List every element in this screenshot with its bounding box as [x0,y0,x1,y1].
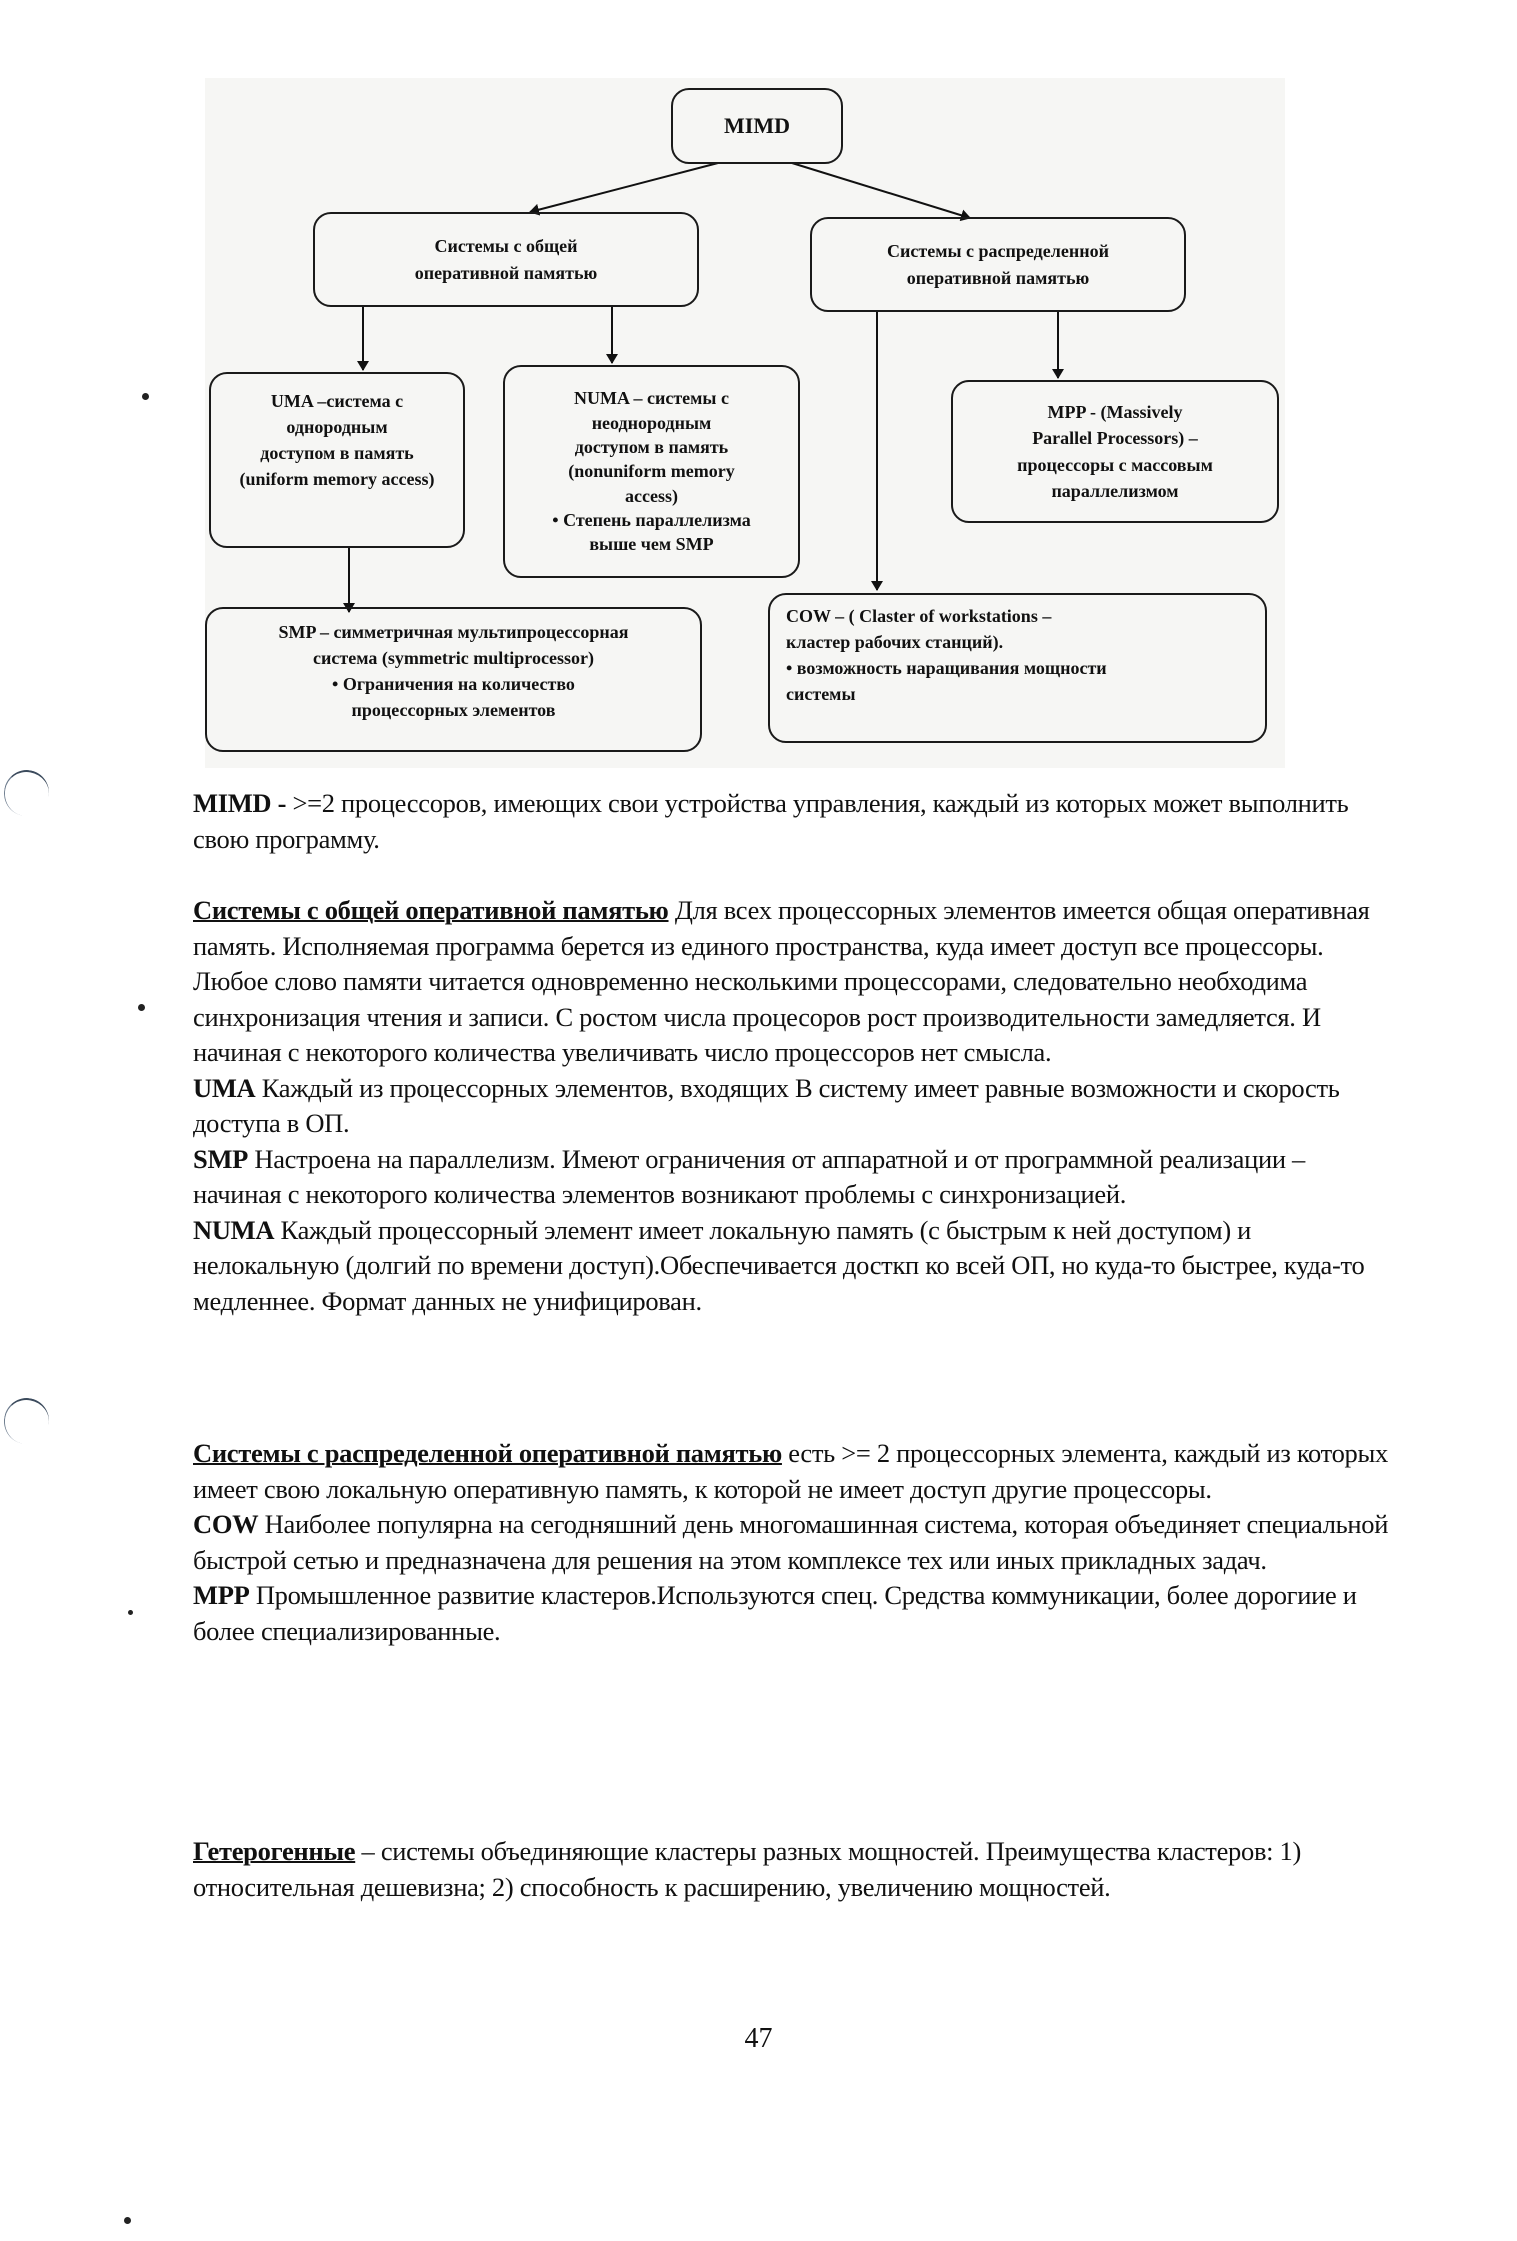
cow-box: COW – ( Claster of workstations – кластер рабочих станций). • возможность наращивания мощности системы [768,593,1267,743]
shared-memory-section: Системы с общей оперативной памятью Для всех процессорных элементов имеется общая оперативная память. Исполняемая программа берется из единого пространства, куда имеет доступ все процессоры. Любое слово памяти читается одновременно несколькими процессорами, следовательно необходима синхронизация чтения и записи. С ростом числа процесоров рост производительности замедляется. И начиная с некоторого количества увеличивать число процессоров нет смысла. UMA Каждый из процессорных элементов, входящих В систему имеет равные возможности и скорость доступа в ОП. SMP Настроена на параллелизм. Имеют ограничения от аппаратной и от программной реализации – начиная с некоторого количества элементов возникают проблемы с синхронизацией. NUMA Каждый процессорный элемент имеет локальную память (с быстрым к ней доступом) и нелокальную (долгий по времени доступ).Обеспечивается досткп ко всей ОП, но куда-то быстрее, куда-то медленнее. Формат данных не унифицирован. [193,895,1370,1316]
distributed-memory-section: Системы с распределенной оперативной памятью есть >= 2 процессорных элемента, каждый из которых имеет свою локальную оперативную память, к которой не имеет доступ другие процессоры. COW Наиболее популярна на сегодняшний день многомашинная система, которая объединяет специальной быстрой сетью и предназначена для решения на этом комплексе тех или иных прикладных задач. MPP Промышленное развитие кластеров.Используются спец. Средства коммуникации, более дорогиие и более специализированные. [193,1438,1389,1646]
mimd-box: MIMD [671,88,843,164]
mimd-paragraph: MIMD - >=2 процессоров, имеющих свои устройства управления, каждый из которых может выполнить свою программу. [193,788,1349,854]
scan-speck [138,1004,145,1011]
page-number: 47 [744,2023,773,2054]
heterogeneous-section: Гетерогенные – системы объединяющие кластеры разных мощностей. Преимущества кластеров: 1) относительная дешевизна; 2) способность к расширению, увеличению мощностей. [193,1836,1302,1902]
hole-punch-mark-top [0,766,52,819]
shared-memory-box: Системы с общей оперативной памятью [313,212,699,307]
scan-speck [142,393,149,400]
hole-punch-mark-bottom [0,1394,52,1447]
distributed-memory-box: Системы с распределенной оперативной памятью [810,217,1186,312]
numa-box: NUMA – системы с неоднородным доступом в память (nonuniform memory access) • Степень параллелизма выше чем SMP [503,365,800,578]
scan-speck [124,2217,131,2224]
mpp-box: MPP - (Massively Parallel Processors) – процессоры с массовым параллелизмом [951,380,1279,523]
uma-box: UMA –система с однородным доступом в память (uniform memory access) [209,372,465,548]
smp-box: SMP – симметричная мультипроцессорная система (symmetric multiprocessor) • Ограничения на количество процессорных элементов [205,607,702,752]
scan-speck [128,1610,133,1615]
